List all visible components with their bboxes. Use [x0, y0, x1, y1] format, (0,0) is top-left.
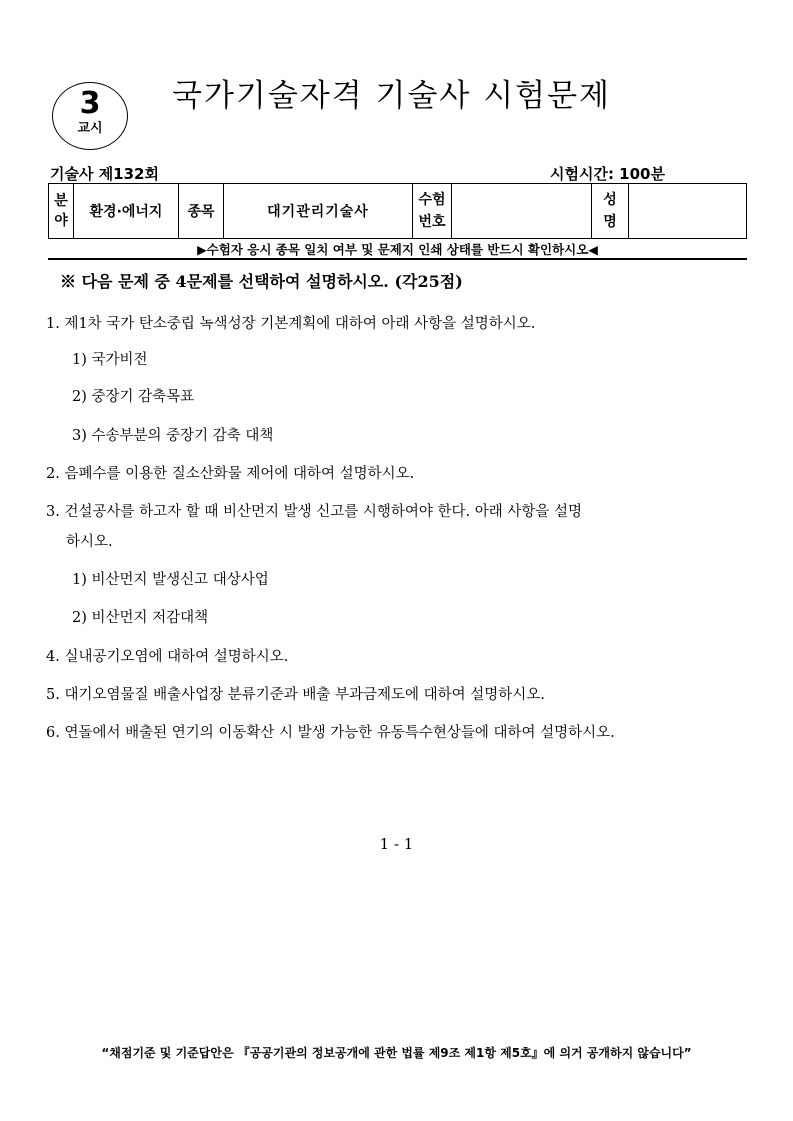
- question-1-item-2: 2) 중장기 감축목표: [72, 389, 195, 405]
- question-4: 4. 실내공기오염에 대하여 설명하시오.: [46, 649, 289, 665]
- field-value: 환경·에너지: [74, 184, 179, 239]
- field-label-top: 분: [54, 193, 68, 209]
- name-label-cell: [592, 184, 629, 239]
- exam-info-table: [48, 183, 747, 239]
- name-label-bottom: 명: [603, 214, 617, 230]
- page-title: 국가기술자격 기술사 시험문제: [172, 78, 612, 114]
- question-3-line-2: 하시오.: [66, 534, 113, 550]
- notice-banner: ▶수험자 응시 종목 일치 여부 및 문제지 인쇄 상태를 반드시 확인하시오◀: [197, 242, 598, 257]
- footer-disclaimer: “채점기준 및 기준답안은 『공공기관의 정보공개에 관한 법률 제9조 제1항 제5호』에 의거 공개하지 않습니다”: [101, 1046, 692, 1060]
- question-1-item-3: 3) 수송부분의 중장기 감축 대책: [72, 428, 274, 444]
- session-label: 교시: [77, 121, 103, 136]
- exam-number-field[interactable]: [452, 184, 592, 239]
- exam-number-label-bottom: 번호: [418, 214, 446, 230]
- field-label-cell: [49, 184, 74, 239]
- session-badge: [52, 82, 128, 150]
- divider: [48, 258, 747, 260]
- question-1: 1. 제1차 국가 탄소중립 녹색성장 기본계획에 대하여 아래 사항을 설명하시오.: [46, 316, 536, 332]
- name-label-top: 성: [603, 192, 617, 208]
- page-number: 1 - 1: [379, 835, 414, 853]
- question-6: 6. 연돌에서 배출된 연기의 이동확산 시 발생 가능한 유동특수현상들에 대하여 설명하시오.: [46, 725, 615, 741]
- session-number: 3: [79, 86, 101, 121]
- exam-number-label-cell: [413, 184, 452, 239]
- category-value: 대기관리기술사: [224, 184, 413, 239]
- grade-round: 기술사 제132회: [50, 165, 159, 183]
- category-label: 종목: [179, 184, 224, 239]
- instruction: ※ 다음 문제 중 4문제를 선택하여 설명하시오. (각25점): [60, 272, 463, 291]
- field-label-bottom: 야: [54, 213, 68, 229]
- question-5: 5. 대기오염물질 배출사업장 분류기준과 배출 부과금제도에 대하여 설명하시오.: [46, 687, 545, 703]
- exam-time: 시험시간: 100분: [550, 165, 665, 183]
- question-3-item-2: 2) 비산먼지 저감대책: [72, 610, 209, 626]
- question-2: 2. 음폐수를 이용한 질소산화물 제어에 대하여 설명하시오.: [46, 466, 415, 482]
- name-field[interactable]: [629, 184, 747, 239]
- exam-number-label-top: 수험: [418, 192, 446, 208]
- question-3-line-1: 3. 건설공사를 하고자 할 때 비산먼지 발생 신고를 시행하여야 한다. 아래 사항을 설명: [46, 504, 582, 520]
- question-1-item-1: 1) 국가비전: [72, 352, 148, 368]
- question-3-item-1: 1) 비산먼지 발생신고 대상사업: [72, 572, 269, 588]
